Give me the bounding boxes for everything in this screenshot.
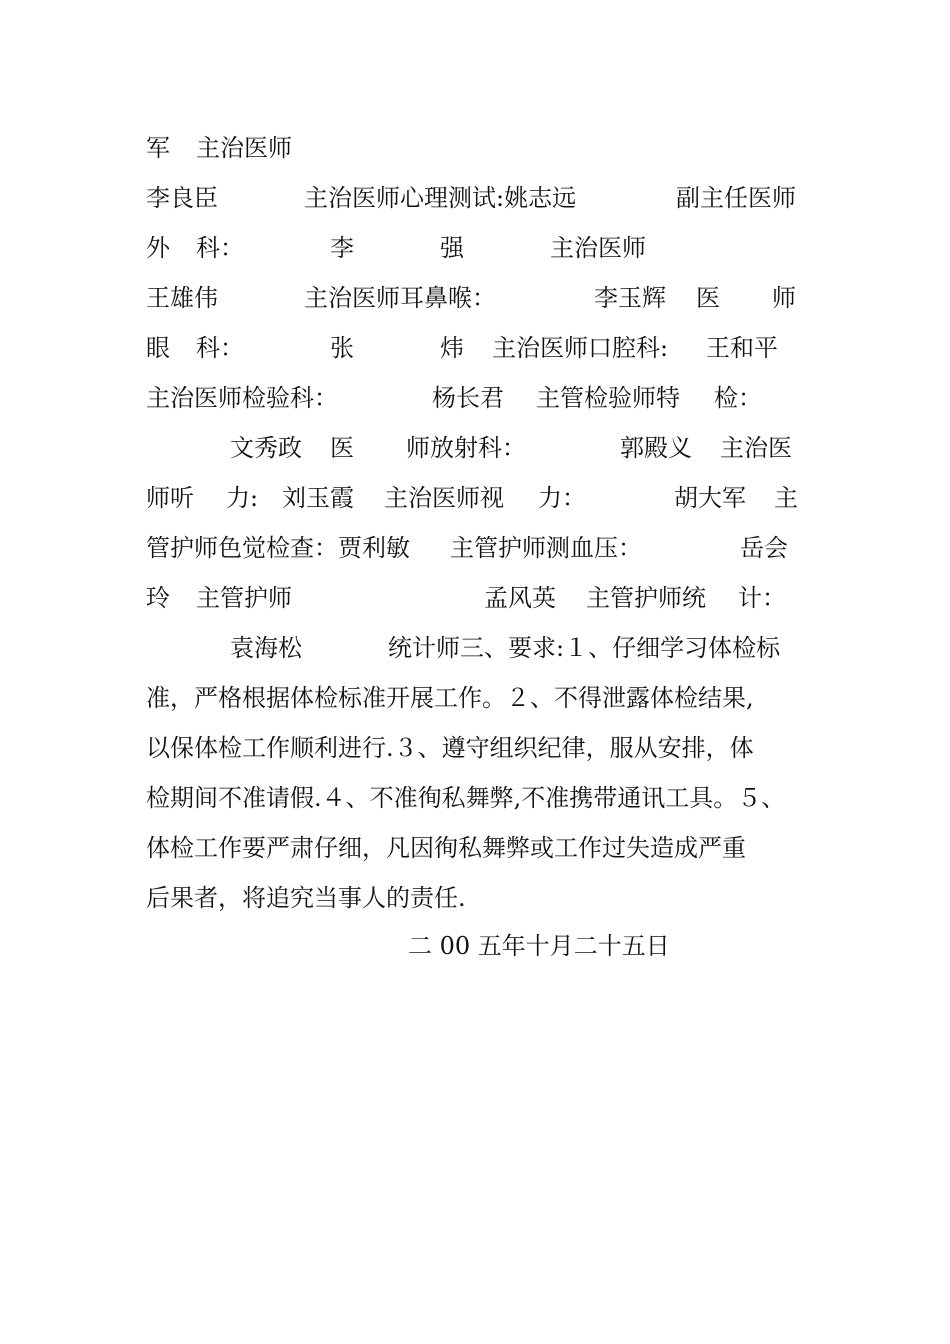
document-date: 二 00 五年十月二十五日 (408, 932, 670, 960)
text-segment: 李玉辉 (594, 284, 666, 312)
text-segment: 郭殿义 (620, 434, 692, 462)
text-segment: 王雄伟 (146, 284, 218, 312)
text-segment: 炜 (440, 334, 464, 362)
text-segment: 体检工作要严肃仔细，凡因徇私舞弊或工作过失造成严重 (146, 834, 746, 862)
text-segment: 统计师三、要求:１、仔细学习体检标 (388, 634, 781, 662)
text-segment: 主管护师测血压： (450, 534, 642, 562)
text-segment: 主治医师 (196, 134, 292, 162)
text-segment: 科： (196, 334, 244, 362)
text-segment: 计： (738, 584, 786, 612)
text-segment: 副主任医师 (676, 184, 796, 212)
text-segment: 师 (772, 284, 796, 312)
text-segment: 医 (330, 434, 354, 462)
text-segment: 胡大军 (674, 484, 746, 512)
text-segment: 科： (196, 234, 244, 262)
text-segment: 袁海松 (230, 634, 302, 662)
text-segment: 检期间不准请假.４、不准徇私舞弊,不准携带通讯工具。５、 (146, 784, 786, 812)
text-segment: 管护师色觉检查：贾利敏 (146, 534, 410, 562)
text-segment: 杨长君 (432, 384, 504, 412)
text-segment: 眼 (146, 334, 170, 362)
text-segment: 主管检验师特 (536, 384, 680, 412)
text-segment: 主治医师 (550, 234, 646, 262)
text-segment: 主治医师视 (384, 484, 504, 512)
text-segment: 李良臣 (146, 184, 218, 212)
text-segment: 以保体检工作顺利进行.３、遵守组织纪律，服从安排，体 (146, 734, 754, 762)
text-segment: 主管护师 (196, 584, 292, 612)
text-segment: 后果者，将追究当事人的责任. (146, 884, 466, 912)
text-segment: 文秀政 (230, 434, 302, 462)
text-segment: 主 (774, 484, 798, 512)
text-segment: 强 (440, 234, 464, 262)
text-segment: 孟风英 (484, 584, 556, 612)
text-segment: 力: (226, 484, 259, 512)
text-segment: 主治医师耳鼻喉： (304, 284, 496, 312)
text-segment: 医 (696, 284, 720, 312)
text-segment: 主治医师口腔科: (492, 334, 669, 362)
text-segment: 准，严格根据体检标准开展工作。２、不得泄露体检结果, (146, 684, 754, 712)
text-segment: 张 (330, 334, 354, 362)
text-segment: 岳会 (740, 534, 788, 562)
text-segment: 刘玉霞 (282, 484, 354, 512)
text-segment: 王和平 (706, 334, 778, 362)
text-segment: 主治医师心理测试:姚志远 (304, 184, 577, 212)
text-segment: 主治医师检验科： (146, 384, 338, 412)
text-segment: 检： (714, 384, 762, 412)
text-segment: 主管护师统 (586, 584, 706, 612)
date-line (146, 930, 670, 1026)
text-segment: 李 (330, 234, 354, 262)
text-segment: 外 (146, 234, 170, 262)
text-segment: 力： (538, 484, 586, 512)
text-segment: 师听 (146, 484, 194, 512)
text-segment: 主治医 (720, 434, 792, 462)
text-segment: 军 (146, 134, 170, 162)
text-segment: 玲 (146, 584, 170, 612)
text-segment: 师放射科： (406, 434, 526, 462)
